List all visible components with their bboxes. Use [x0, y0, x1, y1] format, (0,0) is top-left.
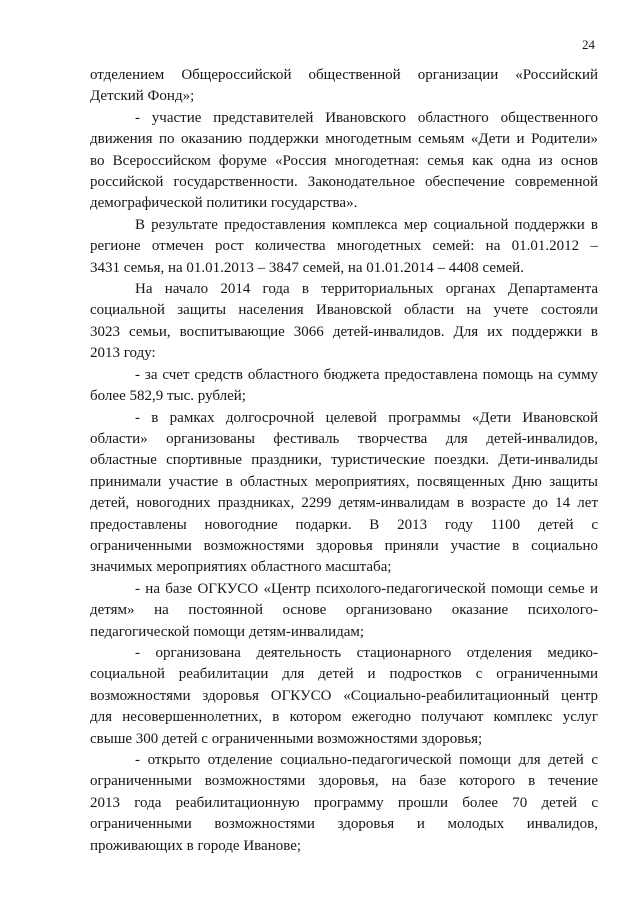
- paragraph-9: [90, 750, 598, 857]
- text-line: во Всероссийском форуме «Россия многодетная: семья как одна из основ: [90, 152, 598, 169]
- paragraph-1: [90, 65, 598, 108]
- text-line: - участие представителей Ивановского областного общественного: [135, 109, 598, 126]
- text-line: демографической политики государства».: [90, 195, 358, 212]
- document-body: [90, 65, 598, 857]
- text-line: ограниченными возможностями здоровья приняли участие в социально: [90, 537, 598, 554]
- text-line: В результате предоставления комплекса мер социальной поддержки в: [135, 216, 598, 233]
- text-line: отделением Общероссийской общественной организации «Российский: [90, 67, 598, 83]
- text-line: движения по оказанию поддержки многодетным семьям «Дети и Родители»: [90, 131, 598, 148]
- text-line: 2013 году:: [90, 345, 156, 362]
- text-line: - открыто отделение социально-педагогической помощи для детей с: [135, 752, 598, 768]
- text-line: 3023 семьи, воспитывающие 3066 детей-инвалидов. Для их поддержки в: [90, 323, 598, 340]
- text-line: Детский Фонд»;: [90, 88, 195, 105]
- text-line: проживающих в городе Иванове;: [90, 837, 302, 854]
- text-line: детям» на постоянной основе организовано оказание психолого-: [90, 602, 598, 619]
- text-line: для несовершеннолетних, в котором ежегодно получают комплекс услуг: [90, 709, 598, 726]
- text-line: принимали участие в областных мероприятиях, посвященных Дню защиты: [90, 473, 598, 490]
- text-line: ограниченными возможностями здоровья, на базе которого в течение: [90, 773, 598, 790]
- text-line: - за счет средств областного бюджета предоставлена помощь на сумму: [135, 366, 598, 383]
- text-line: возможностями здоровья ОГКУСО «Социально-реабилитационный центр: [90, 687, 598, 704]
- text-line: области» организованы фестиваль творчества для детей-инвалидов,: [90, 430, 598, 447]
- text-line: - организована деятельность стационарного отделения медико-: [135, 644, 598, 661]
- text-line: социальной реабилитации для детей и подростков с ограниченными: [90, 666, 598, 683]
- page-number: 24: [582, 37, 595, 52]
- paragraph-2: [90, 108, 598, 215]
- text-line: областные спортивные праздники, туристические поездки. Дети-инвалиды: [90, 452, 598, 469]
- paragraph-3: [90, 215, 598, 279]
- paragraph-5: [90, 365, 598, 408]
- text-line: 3431 семья, на 01.01.2013 – 3847 семей, на 01.01.2014 – 4408 семей.: [90, 259, 524, 276]
- text-line: предоставлены новогодние подарки. В 2013 году 1100 детей с: [90, 516, 598, 533]
- text-line: детей, новогодних праздниках, 2299 детям-инвалидам в возрасте до 14 лет: [90, 495, 598, 512]
- text-line: социальной защиты населения Ивановской области на учете состояли: [90, 302, 598, 319]
- text-line: На начало 2014 года в территориальных органах Департамента: [135, 281, 598, 298]
- paragraph-4: [90, 279, 598, 365]
- paragraph-7: [90, 579, 598, 643]
- text-line: 2013 года реабилитационную программу прошли более 70 детей с: [90, 794, 598, 811]
- text-line: значимых мероприятиях областного масштаба;: [90, 559, 392, 576]
- text-line: - на базе ОГКУСО «Центр психолого-педагогической помощи семье и: [135, 580, 598, 597]
- paragraph-6: [90, 408, 598, 579]
- text-line: российской государственности. Законодательное обеспечение современной: [90, 174, 598, 191]
- text-line: более 582,9 тыс. рублей;: [90, 388, 246, 405]
- text-line: педагогической помощи детям-инвалидам;: [90, 623, 365, 640]
- paragraph-8: [90, 643, 598, 750]
- text-line: свыше 300 детей с ограниченными возможностями здоровья;: [90, 730, 483, 747]
- text-line: регионе отмечен рост количества многодетных семей: на 01.01.2012 –: [90, 238, 598, 255]
- text-line: - в рамках долгосрочной целевой программы «Дети Ивановской: [135, 409, 598, 426]
- text-line: ограниченными возможностями здоровья и молодых инвалидов,: [90, 816, 598, 833]
